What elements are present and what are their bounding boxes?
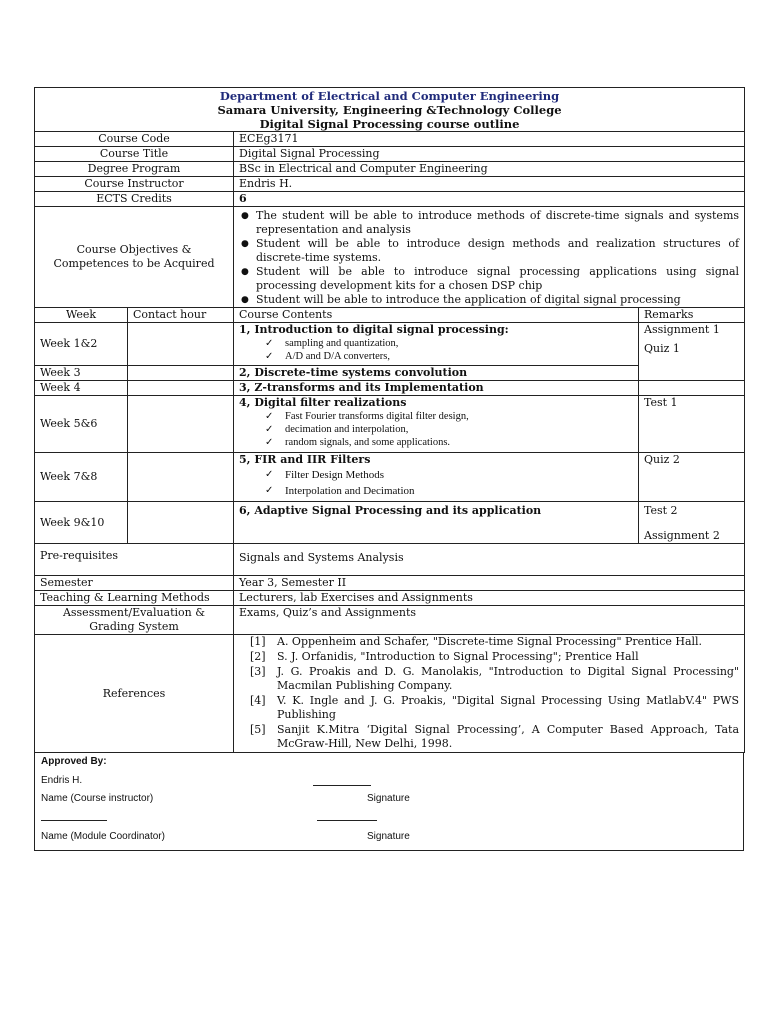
reference-number: [2] bbox=[250, 650, 266, 663]
reference-number: [4] bbox=[250, 694, 266, 707]
remark-assignment-2: Assignment 2 bbox=[644, 529, 720, 542]
course-contents-column-header: Course Contents bbox=[234, 308, 639, 323]
schedule-row bbox=[35, 381, 745, 396]
ects-credits-label: ECTS Credits bbox=[35, 192, 234, 207]
semester-label: Semester bbox=[35, 576, 234, 591]
schedule-row bbox=[35, 502, 745, 544]
course-instructor-label: Course Instructor bbox=[35, 177, 234, 192]
assessment-label-line2: Grading System bbox=[89, 620, 179, 633]
subtopic-item: ✓ random signals, and some applications. bbox=[265, 436, 633, 449]
schedule-row bbox=[35, 366, 745, 381]
remark-quiz-2: Quiz 2 bbox=[639, 453, 745, 502]
subtopic-list bbox=[239, 467, 633, 499]
reference-item bbox=[234, 694, 739, 722]
instructor-name: Endris H. bbox=[41, 775, 83, 786]
schedule-header-row bbox=[35, 308, 745, 323]
remarks-cell bbox=[639, 381, 745, 396]
contact-hour-cell bbox=[128, 381, 234, 396]
college-name: Samara University, Engineering &Technology College bbox=[217, 103, 562, 117]
document-header bbox=[35, 88, 745, 132]
schedule-row bbox=[35, 453, 745, 502]
contact-hour-cell bbox=[128, 323, 234, 366]
assessment-label bbox=[35, 606, 234, 635]
course-code-label: Course Code bbox=[35, 132, 234, 147]
reference-number: [5] bbox=[250, 723, 266, 736]
subtopic-list bbox=[239, 410, 633, 449]
contact-hour-cell bbox=[128, 453, 234, 502]
contact-hour-cell bbox=[128, 502, 234, 544]
topic-title: 2, Discrete-time systems convolution bbox=[234, 366, 639, 381]
week-label: Week 4 bbox=[35, 381, 128, 396]
coordinator-signature-line bbox=[317, 820, 377, 821]
course-instructor-value: Endris H. bbox=[234, 177, 745, 192]
objectives-label-line1: Course Objectives & bbox=[76, 243, 192, 256]
subtopic-item: ✓ Filter Design Methods bbox=[265, 467, 633, 483]
degree-program-value: BSc in Electrical and Computer Engineering bbox=[234, 162, 745, 177]
objectives-row bbox=[35, 207, 745, 308]
course-code-value: ECEg3171 bbox=[234, 132, 745, 147]
reference-text: S. J. Orfanidis, "Introduction to Signal Processing"; Prentice Hall bbox=[277, 650, 639, 663]
methods-row bbox=[35, 591, 745, 606]
topic-title: 5, FIR and IIR Filters bbox=[239, 453, 371, 466]
instructor-signature-label: Signature bbox=[367, 793, 410, 804]
contact-hour-column-header: Contact hour bbox=[128, 308, 234, 323]
contact-hour-cell bbox=[128, 396, 234, 453]
ects-credits-value: 6 bbox=[234, 192, 745, 207]
semester-row bbox=[35, 576, 745, 591]
course-contents-cell bbox=[234, 323, 639, 366]
course-title-value: Digital Signal Processing bbox=[234, 147, 745, 162]
reference-item bbox=[234, 723, 739, 751]
references-row bbox=[35, 635, 745, 753]
subtopic-item: ✓ decimation and interpolation, bbox=[265, 423, 633, 436]
reference-text: J. G. Proakis and D. G. Manolakis, "Introduction to Digital Signal Processing" Macmilan Publishing Company. bbox=[277, 665, 740, 692]
remarks-cell bbox=[639, 323, 745, 381]
references-label: References bbox=[35, 635, 234, 753]
schedule-row bbox=[35, 323, 745, 366]
prerequisites-row bbox=[35, 544, 745, 576]
assessment-label-line1: Assessment/Evaluation & bbox=[62, 606, 206, 619]
contact-hour-cell bbox=[128, 366, 234, 381]
approval-section bbox=[34, 753, 744, 851]
department-name: Department of Electrical and Computer Engineering bbox=[219, 89, 560, 103]
reference-text: A. Oppenheim and Schafer, "Discrete-time Signal Processing" Prentice Hall. bbox=[277, 635, 703, 648]
assessment-row bbox=[35, 606, 745, 635]
instructor-signature-line bbox=[313, 785, 371, 786]
info-row-course-instructor bbox=[35, 177, 745, 192]
objectives-label-line2: Competences to be Acquired bbox=[53, 257, 215, 270]
topic-title: 6, Adaptive Signal Processing and its application bbox=[234, 502, 639, 544]
references-list-cell bbox=[234, 635, 745, 753]
week-column-header: Week bbox=[35, 308, 128, 323]
reference-text: Sanjit K.Mitra ‘Digital Signal Processing’, A Computer Based Approach, Tata McGraw-Hill, New Delhi, 1998. bbox=[277, 723, 740, 750]
subtopic-item: ✓ A/D and D/A converters, bbox=[265, 350, 633, 363]
objective-item: ● The student will be able to introduce methods of discrete-time signals and systems representation and analysis bbox=[239, 209, 739, 237]
degree-program-label: Degree Program bbox=[35, 162, 234, 177]
objective-item: ● Student will be able to introduce the application of digital signal processing bbox=[239, 293, 739, 307]
week-label: Week 5&6 bbox=[35, 396, 128, 453]
week-label: Week 1&2 bbox=[35, 323, 128, 366]
remarks-cell bbox=[639, 502, 745, 544]
subtopic-item: ✓ Fast Fourier transforms digital filter design, bbox=[265, 410, 633, 423]
coordinator-name-line bbox=[41, 820, 107, 821]
info-row-course-title bbox=[35, 147, 745, 162]
reference-number: [1] bbox=[250, 635, 266, 648]
coordinator-signature-label: Signature bbox=[367, 831, 410, 842]
subtopic-list bbox=[239, 337, 633, 363]
objectives-list-cell bbox=[234, 207, 745, 308]
remark-assignment-1: Assignment 1 bbox=[644, 323, 720, 336]
week-label: Week 7&8 bbox=[35, 453, 128, 502]
course-outline-document bbox=[34, 87, 744, 851]
info-row-course-code bbox=[35, 132, 745, 147]
info-row-degree-program bbox=[35, 162, 745, 177]
methods-value: Lecturers, lab Exercises and Assignments bbox=[234, 591, 745, 606]
document-title: Digital Signal Processing course outline bbox=[259, 117, 520, 131]
topic-title: 3, Z-transforms and its Implementation bbox=[234, 381, 639, 396]
course-title-label: Course Title bbox=[35, 147, 234, 162]
objectives-list bbox=[239, 209, 739, 307]
schedule-row bbox=[35, 396, 745, 453]
course-contents-cell bbox=[234, 453, 639, 502]
prerequisites-value: Signals and Systems Analysis bbox=[234, 544, 745, 576]
topic-title: 4, Digital filter realizations bbox=[239, 396, 407, 409]
reference-item bbox=[234, 665, 739, 693]
subtopic-item: ✓ sampling and quantization, bbox=[265, 337, 633, 350]
objective-item: ● Student will be able to introduce design methods and realization structures of discrete-time systems. bbox=[239, 237, 739, 265]
objectives-label bbox=[35, 207, 234, 308]
reference-text: V. K. Ingle and J. G. Proakis, "Digital Signal Processing Using MatlabV.4" PWS Publishing bbox=[277, 694, 740, 721]
remark-test-1: Test 1 bbox=[639, 396, 745, 453]
reference-item bbox=[234, 650, 739, 664]
assessment-value: Exams, Quiz’s and Assignments bbox=[234, 606, 745, 635]
semester-value: Year 3, Semester II bbox=[234, 576, 745, 591]
reference-number: [3] bbox=[250, 665, 266, 678]
prerequisites-label: Pre-requisites bbox=[35, 544, 234, 576]
approval-heading: Approved By: bbox=[41, 756, 107, 767]
info-row-ects-credits bbox=[35, 192, 745, 207]
coordinator-name-label: Name (Module Coordinator) bbox=[41, 831, 165, 842]
instructor-name-label: Name (Course instructor) bbox=[41, 793, 154, 804]
week-label: Week 9&10 bbox=[35, 502, 128, 544]
course-outline-table bbox=[34, 87, 745, 753]
topic-title: 1, Introduction to digital signal processing: bbox=[239, 323, 509, 336]
references-list bbox=[234, 635, 739, 751]
remark-test-2: Test 2 bbox=[644, 504, 678, 517]
subtopic-item: ✓ Interpolation and Decimation bbox=[265, 483, 633, 499]
week-label: Week 3 bbox=[35, 366, 128, 381]
methods-label: Teaching & Learning Methods bbox=[35, 591, 234, 606]
course-contents-cell bbox=[234, 396, 639, 453]
reference-item bbox=[234, 635, 739, 649]
remarks-column-header: Remarks bbox=[639, 308, 745, 323]
objective-item: ● Student will be able to introduce signal processing applications using signal processing development kits for a chosen DSP chip bbox=[239, 265, 739, 293]
remark-quiz-1: Quiz 1 bbox=[644, 342, 680, 355]
